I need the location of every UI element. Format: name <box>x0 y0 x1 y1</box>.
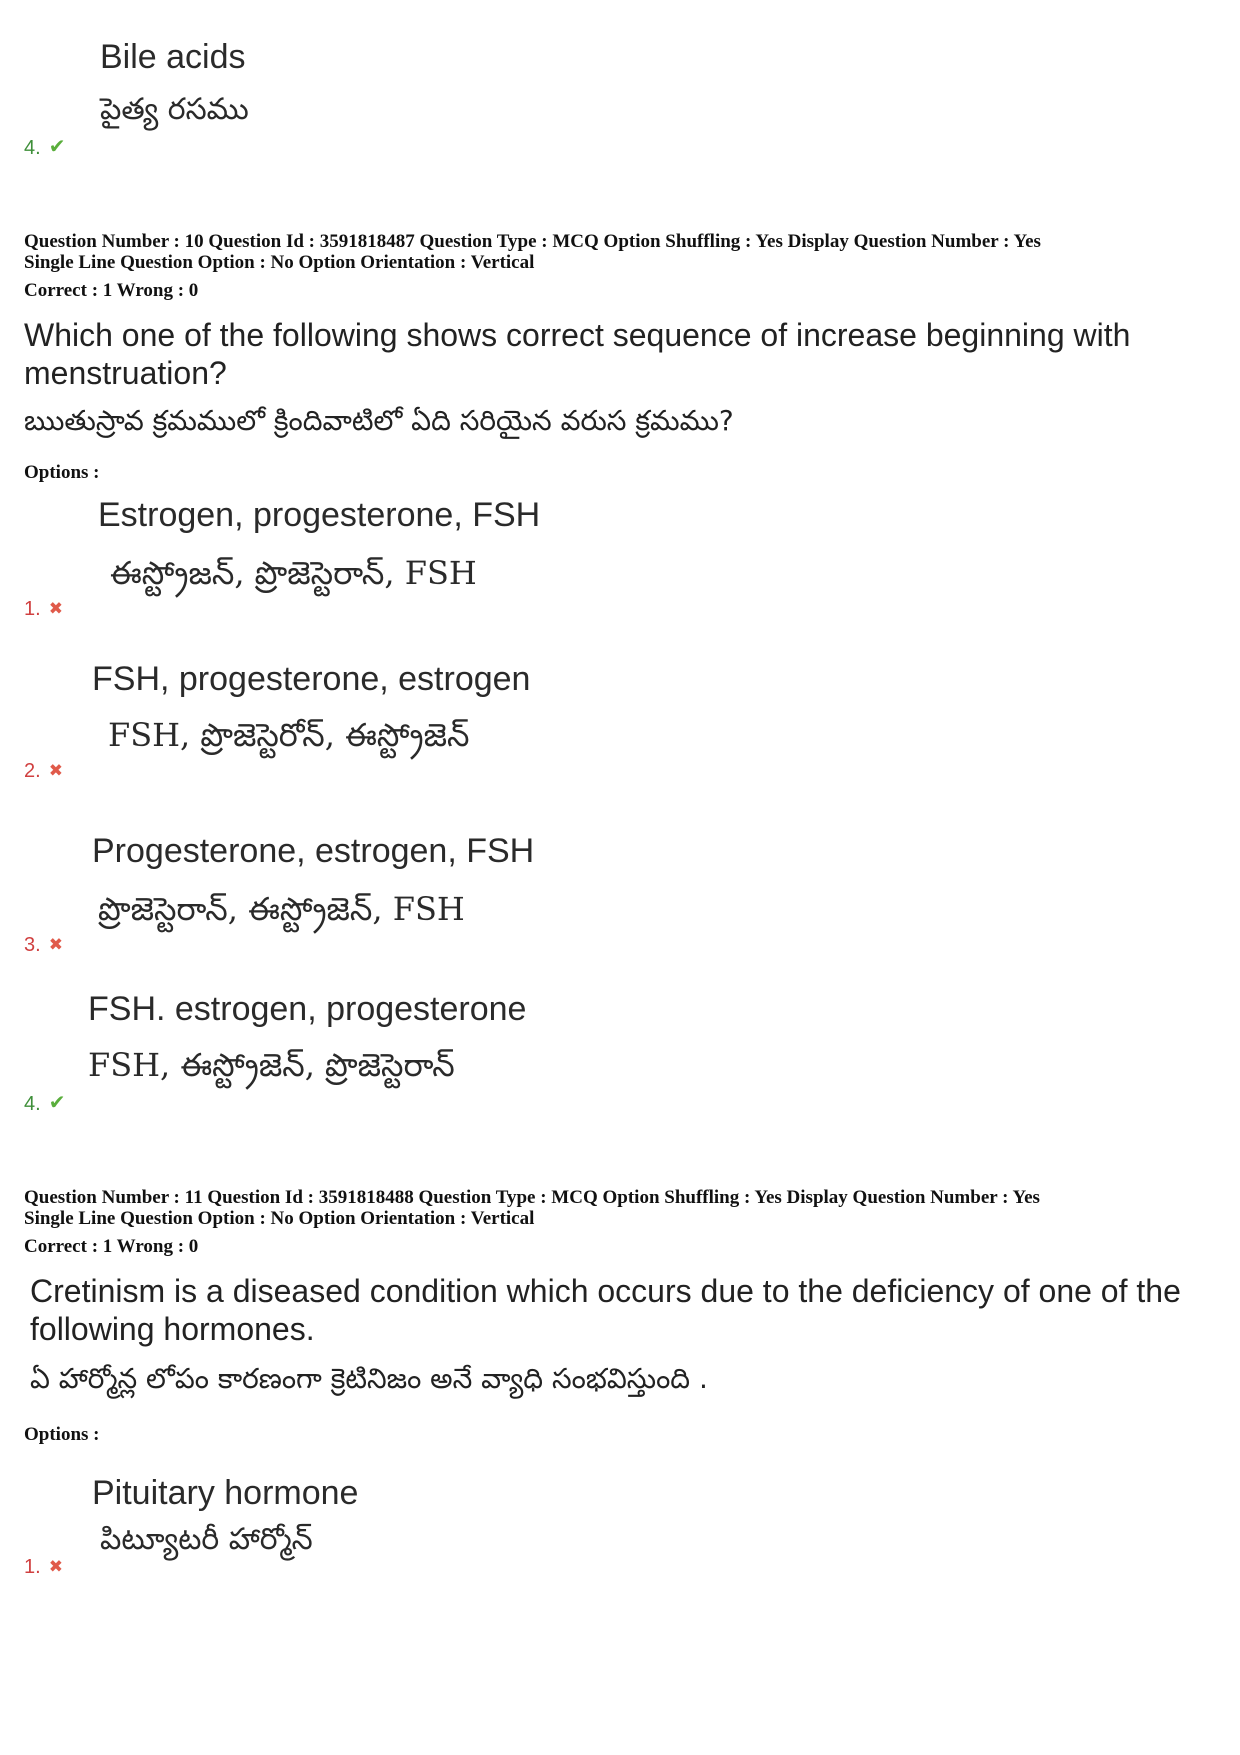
option-text-en: FSH. estrogen, progesterone <box>88 990 527 1028</box>
option-number-label: 2. <box>24 760 41 782</box>
question-meta-line2: Single Line Question Option : No Option Orientation : Vertical <box>24 252 535 273</box>
question-text-te: ఋతుస్రావ క్రమములో క్రిందివాటిలో ఏది సరియైన వరుస క్రమము? <box>24 404 734 437</box>
check-icon: ✔ <box>48 136 66 158</box>
option-number-label: 1. <box>24 598 41 620</box>
cross-icon: ✖ <box>48 1557 63 1576</box>
question-marks: Correct : 1 Wrong : 0 <box>24 1236 199 1257</box>
option-text-en: Bile acids <box>100 38 246 76</box>
option-text-te: ప్రొజెస్టెరాన్, ఈస్ట్రోజెన్, FSH <box>98 890 465 928</box>
question-marks: Correct : 1 Wrong : 0 <box>24 280 199 301</box>
question-meta-line2: Single Line Question Option : No Option Orientation : Vertical <box>24 1208 535 1229</box>
option-text-en: Pituitary hormone <box>92 1474 359 1512</box>
option-text-te: FSH, ప్రొజెస్టెరోన్, ఈస్ట్రోజెన్ <box>108 716 470 754</box>
options-label: Options : <box>24 1424 100 1445</box>
question-text-en: Cretinism is a diseased condition which occurs due to the deficiency of one of the following hormones. <box>30 1273 1181 1347</box>
option-number-label: 3. <box>24 934 41 956</box>
option-text-en: FSH, progesterone, estrogen <box>92 660 531 698</box>
option-text-te: FSH, ఈస్ట్రోజెన్, ప్రొజెస్టెరాన్ <box>88 1046 455 1084</box>
question-text-en: Which one of the following shows correct sequence of increase beginning with menstruation? <box>24 317 1131 391</box>
question-text-te: ఏ హార్మోన్ల లోపం కారణంగా క్రెటినిజం అనే వ్యాధి సంభవిస్తుంది . <box>30 1362 708 1395</box>
cross-icon: ✖ <box>48 599 63 618</box>
option-text-te: పిట్యూటరీ హార్మోన్ <box>100 1522 313 1557</box>
option-number <box>24 598 63 621</box>
option-number <box>24 760 63 783</box>
question-meta-line1: Question Number : 11 Question Id : 3591818488 Question Type : MCQ Option Shuffling : Yes Display Question Number : Yes <box>24 1187 1040 1208</box>
options-label: Options : <box>24 462 100 483</box>
check-icon: ✔ <box>48 1092 66 1114</box>
option-number-label: 4. <box>24 137 41 159</box>
option-text-en: Estrogen, progesterone, FSH <box>98 496 541 534</box>
option-text-en: Progesterone, estrogen, FSH <box>92 832 535 870</box>
option-number <box>24 134 65 160</box>
option-number <box>24 1556 63 1579</box>
option-text-te: పైత్య రసము <box>100 92 249 127</box>
option-number <box>24 934 63 957</box>
question-meta-line1: Question Number : 10 Question Id : 3591818487 Question Type : MCQ Option Shuffling : Yes Display Question Number : Yes <box>24 231 1041 252</box>
option-text-te: ఈస్ట్రోజన్, ప్రొజెస్టెరాన్, FSH <box>110 554 477 592</box>
cross-icon: ✖ <box>48 935 63 954</box>
cross-icon: ✖ <box>48 761 63 780</box>
option-number-label: 1. <box>24 1556 41 1578</box>
option-number-label: 4. <box>24 1093 41 1115</box>
option-number <box>24 1090 65 1116</box>
